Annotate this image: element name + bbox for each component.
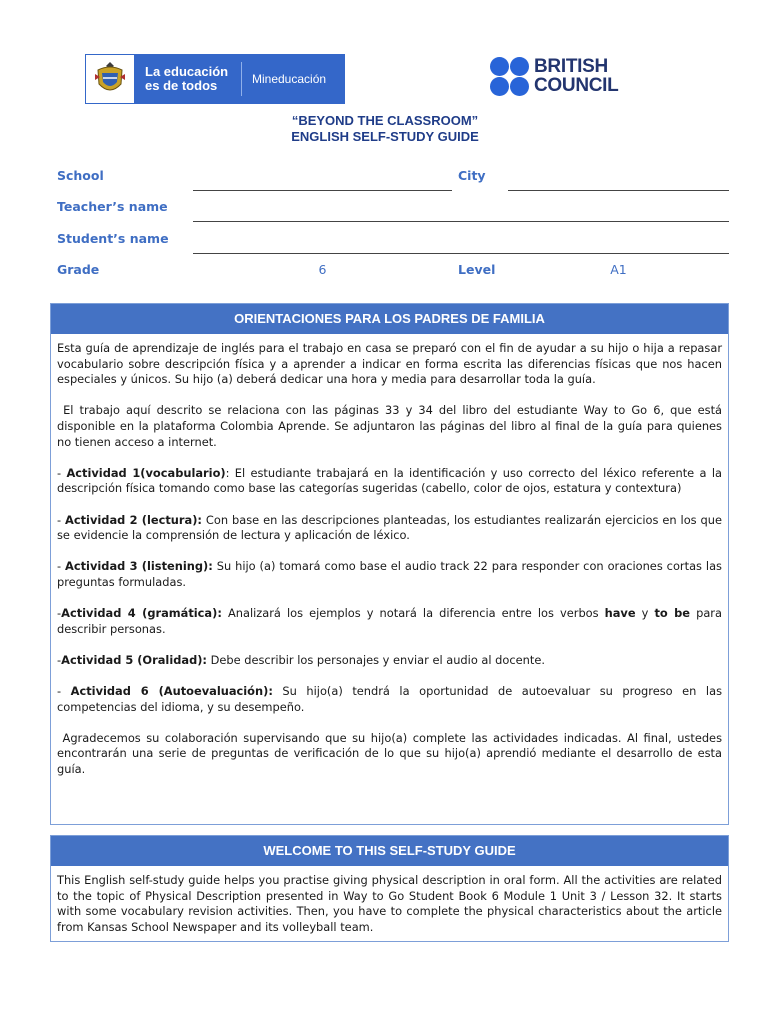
activity-3: - Actividad 3 (listening): Su hijo (a) tomará como base el audio track 22 para responder con oraciones cortas las preguntas formuladas. [57,559,722,589]
activity-6: - Actividad 6 (Autoevaluación): Su hijo(a) tendrá la oportunidad de autoevaluar su progreso en las competencias del idioma, y su desempeño. [57,684,723,714]
verb-to-be: to be [654,606,691,621]
activity-4-label: Actividad 4 (gramática): [61,606,222,621]
teacher-name-label: Teacher’s name [57,199,168,214]
british-council-wordmark: BRITISH COUNCIL [534,56,619,96]
ministry-name: Mineducación [252,72,327,86]
welcome-box [50,835,729,942]
grade-value[interactable]: 6 [318,262,327,277]
guide-subtitle: ENGLISH SELF-STUDY GUIDE [291,129,479,144]
motto-line-1: La educación [145,64,229,79]
grade-label: Grade [57,262,100,277]
parents-guidance-body [51,334,728,784]
parents-guidance-box [50,303,729,825]
activity-5: -Actividad 5 (Oralidad): Debe describir los personajes y enviar el audio al docente. [57,652,545,667]
guidance-pages: El trabajo aquí descrito se relaciona con las páginas 33 y 34 del libro del estudiante Way to Go 6, que está disponible en la plataforma Colombia Aprende. Se adjuntaron las páginas del libro al final de la guía para quienes no tienen acceso a internet. [57,403,723,449]
city-label: City [458,168,486,183]
activity-6-label: Actividad 6 (Autoevaluación): [70,684,273,699]
verb-have: have [604,606,636,621]
guidance-intro: Esta guía de aprendizaje de inglés para el trabajo en casa se preparó con el fin de ayudar a su hijo o hija a repasar vocabulario sobre descripción física y a aprender a indicar en forma escrita las diferencias físicas que nos hacen especiales y únicos. Su hijo (a) deberá dedicar una hora y media para desarrollar toda la guía. [57,341,722,387]
activity-5-label: Actividad 5 (Oralidad): [61,652,207,667]
logo-divider [241,62,242,96]
guide-title: “BEYOND THE CLASSROOM” [291,113,479,128]
welcome-body: This English self-study guide helps you practise giving physical description in oral form. All the activities are related to the topic of Physical Description presented in Way to Go Student Book 6 Module 1 Unit 3 / Lesson 32. It starts with some vocabulary revision activities. Then, you have to complete the physical characteristics about the article from Kansas School Newspaper and its volleyball team. [57,873,722,934]
level-value[interactable]: A1 [610,262,627,277]
parents-guidance-heading: ORIENTACIONES PARA LOS PADRES DE FAMILIA [51,304,728,334]
activity-4: -Actividad 4 (gramática): Analizará los ejemplos y notará la diferencia entre los verbos have y to be para describir personas. [57,606,722,636]
motto-text [135,65,237,93]
education-ministry-logo [85,54,345,104]
activity-1: - Actividad 1(vocabulario): El estudiante trabajará en la identificación y uso correcto del léxico referente a la descripción física tomando como base las categorías sugeridas (cabello, color de ojos, estatura y contextura) [57,465,722,496]
school-label: School [57,168,104,183]
colombia-seal-icon [85,54,135,104]
activity-3-label: Actividad 3 (listening): [65,559,213,574]
guidance-closing: Agradecemos su colaboración supervisando que su hijo(a) complete las actividades indicadas. Al final, ustedes encontrarán una serie de preguntas de verificación de lo que su hijo(a) aprendió mediante el desarrollo de esta guía. [57,730,723,777]
welcome-heading: WELCOME TO THIS SELF-STUDY GUIDE [51,836,728,866]
british-council-logo [490,57,630,99]
student-name-label: Student’s name [57,231,169,246]
activity-2-label: Actividad 2 (lectura): [65,512,202,527]
school-field[interactable] [193,190,452,191]
city-field[interactable] [508,190,729,191]
activity-2: - Actividad 2 (lectura): Con base en las descripciones planteadas, los estudiantes realizarán ejercicios en los que se evidencie la comprensión de lectura y aplicación de léxico. [57,512,722,543]
motto-line-2: es de todos [145,78,218,93]
activity-1-label: Actividad 1(vocabulario) [66,465,226,480]
level-label: Level [458,262,496,277]
teacher-name-field[interactable] [193,221,729,222]
student-name-field[interactable] [193,253,729,254]
british-council-dots-icon [490,57,530,97]
